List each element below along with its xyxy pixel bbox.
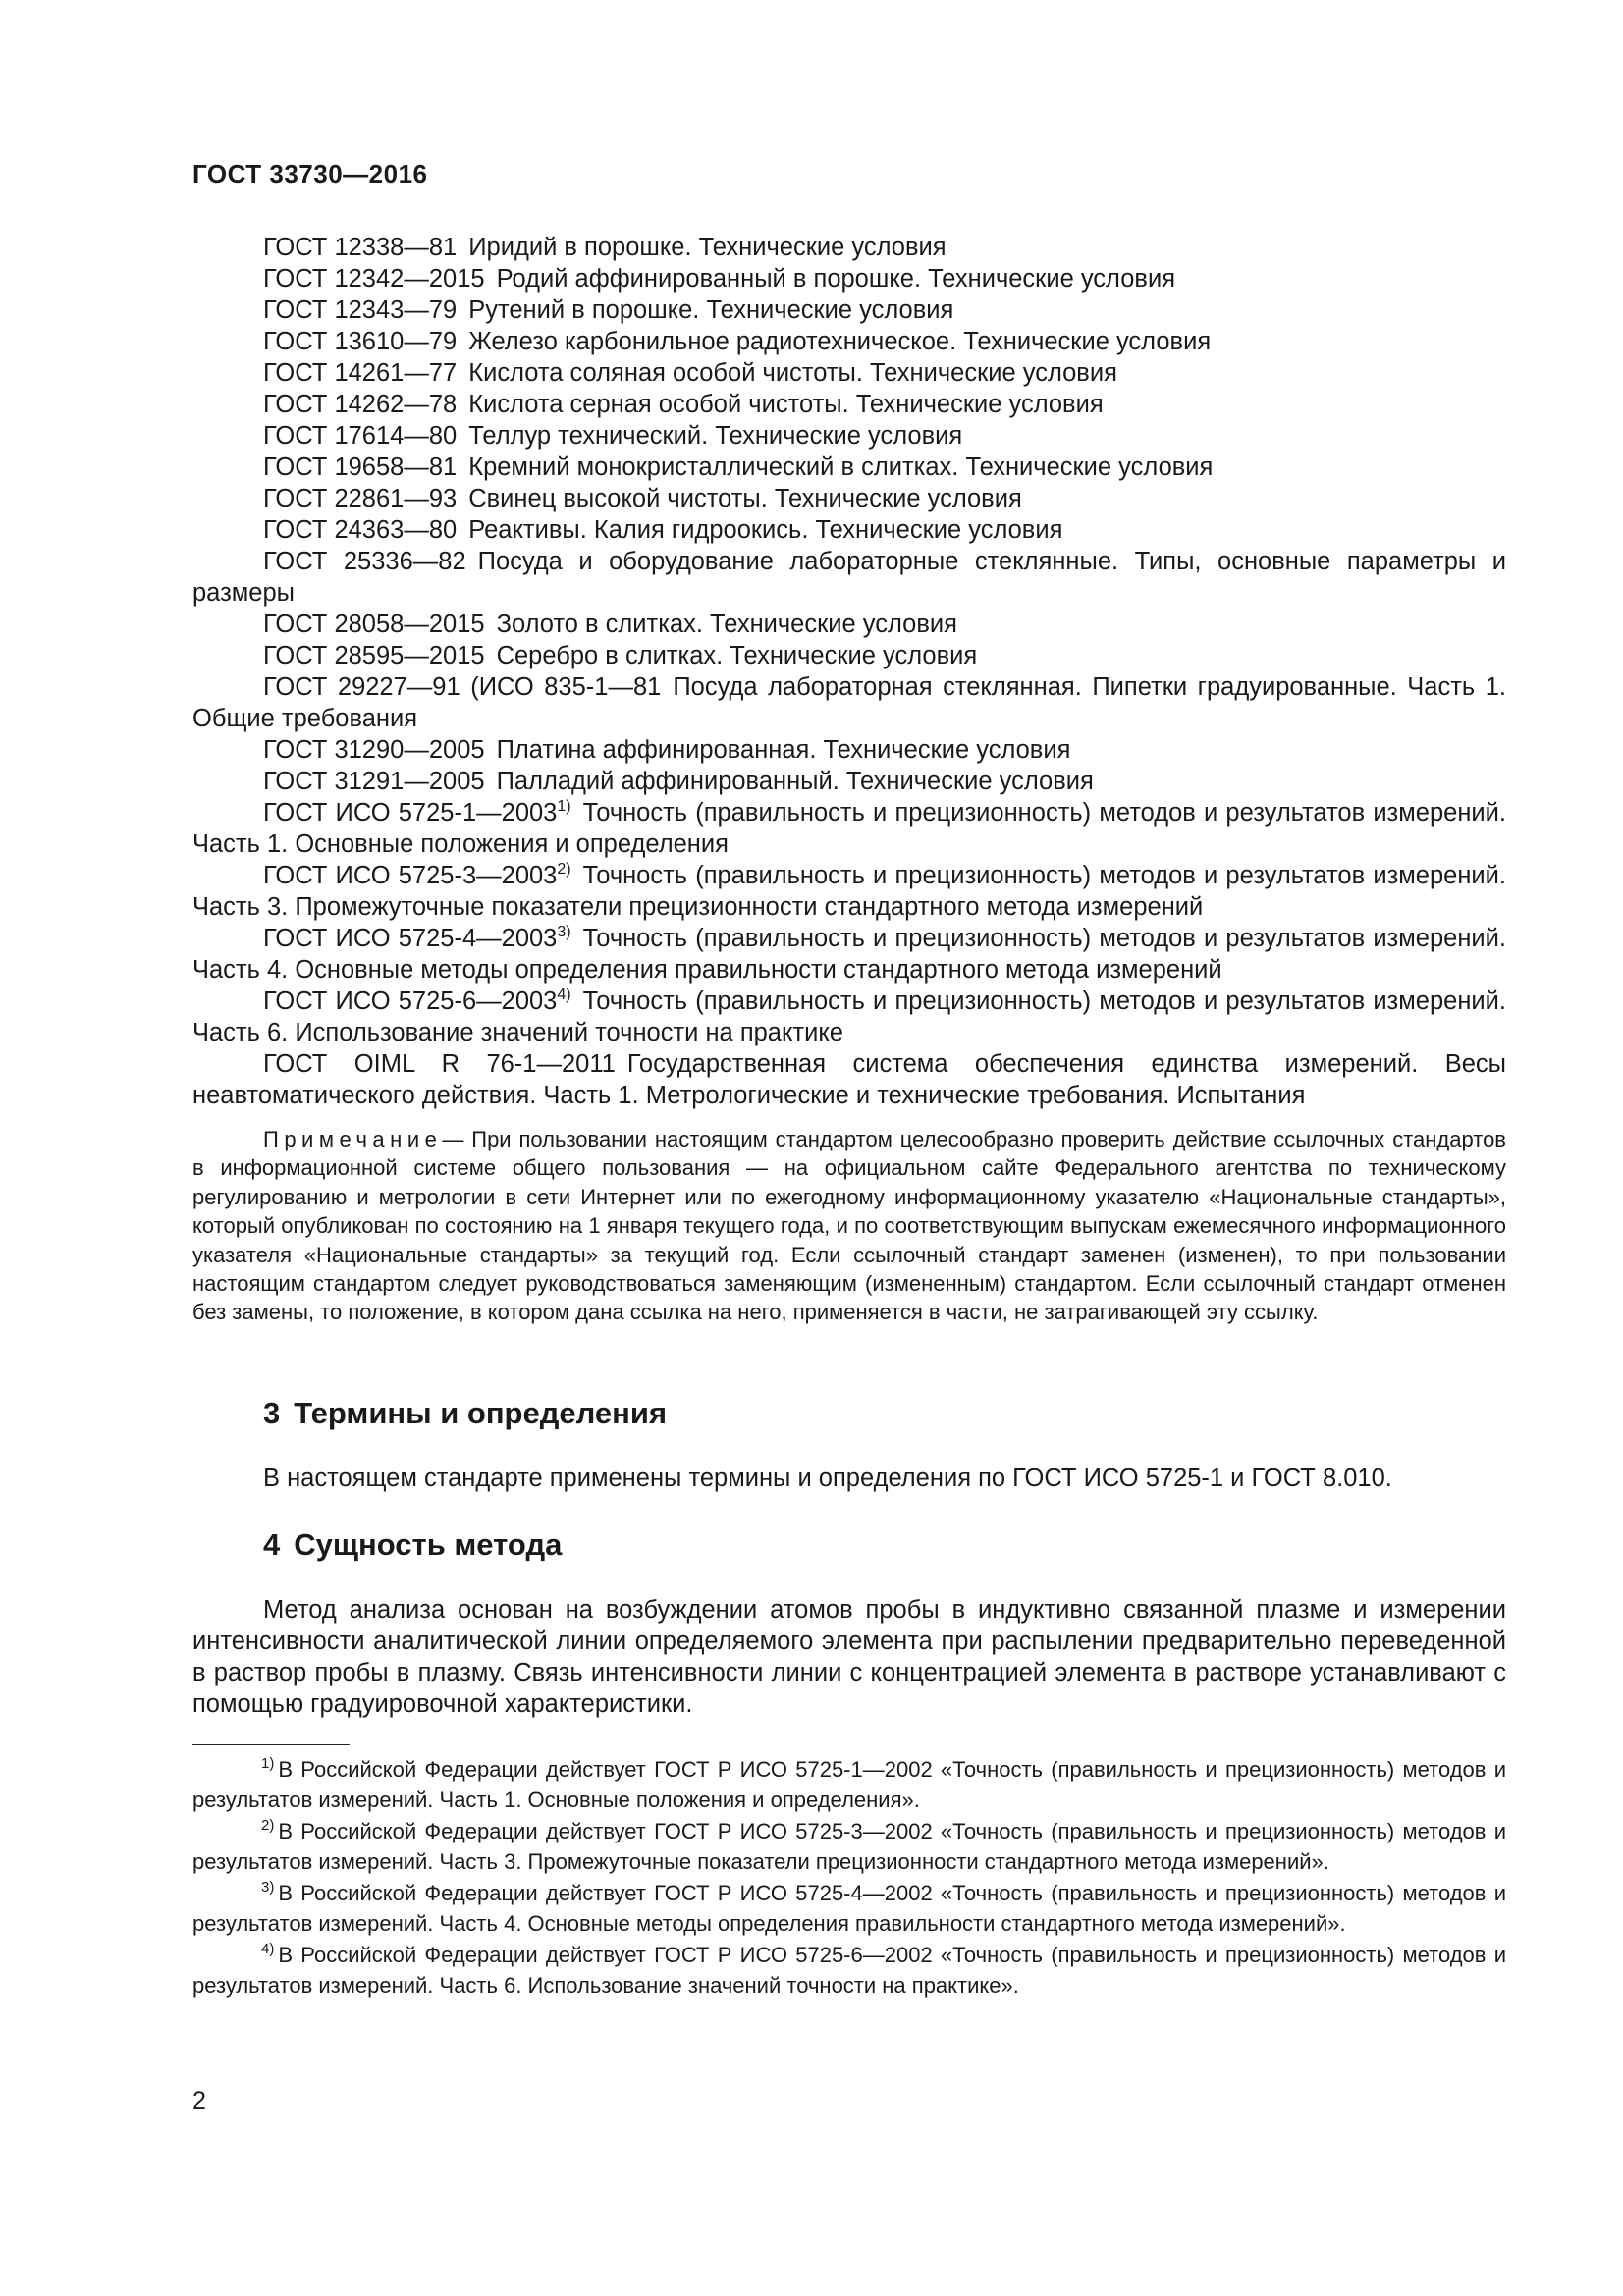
reference-code: ГОСТ 31291—2005 [263, 768, 485, 795]
reference-item [192, 860, 1506, 923]
footnote [192, 1755, 1506, 1815]
footnote-text: В Российской Федерации действует ГОСТ Р ИСО 5725-6—2002 «Точность (правильность и прецизионность) методов и результатов измерений. Часть 6. Использование значений точности на практике». [192, 1943, 1506, 1998]
reference-code: ГОСТ 17614—80 [263, 422, 458, 450]
reference-code: ГОСТ ИСО 5725-1—2003 [263, 799, 558, 827]
reference-title: Кислота соляная особой чистоты. Технические условия [468, 359, 1117, 387]
footnote-mark: 4) [261, 1941, 275, 1957]
reference-item [192, 232, 1506, 263]
reference-item [192, 263, 1506, 294]
reference-code: ГОСТ 22861—93 [263, 485, 458, 512]
footnote [192, 1879, 1506, 1939]
reference-title: Теллур технический. Технические условия [468, 422, 963, 450]
reference-item [192, 797, 1506, 860]
reference-code: ГОСТ 12338—81 [263, 234, 458, 261]
footnote-divider [192, 1744, 350, 1745]
reference-code: ГОСТ 28595—2015 [263, 642, 485, 669]
reference-title: Точность (правильность и прецизионность) методов и результатов измерений. Часть 3. Промежуточные показатели прецизионности стандартного метода измерений [192, 862, 1506, 921]
footnote-text: В Российской Федерации действует ГОСТ Р ИСО 5725-1—2002 «Точность (правильность и прецизионность) методов и результатов измерений. Часть 1. Основные положения и определения». [192, 1757, 1506, 1812]
footnote-text: В Российской Федерации действует ГОСТ Р ИСО 5725-3—2002 «Точность (правильность и прецизионность) методов и результатов измерений. Часть 3. Промежуточные показатели прецизионности стандартного метода измерений». [192, 1819, 1506, 1874]
reference-item [192, 294, 1506, 326]
reference-item [192, 1048, 1506, 1111]
reference-title: Родий аффинированный в порошке. Технические условия [496, 265, 1176, 293]
reference-item [192, 923, 1506, 986]
footnote-mark: 1) [261, 1755, 275, 1772]
reference-title: Свинец высокой чистоты. Технические условия [468, 485, 1022, 512]
reference-item [192, 514, 1506, 546]
reference-code: ГОСТ 13610—79 [263, 328, 458, 355]
normative-references-list [192, 232, 1506, 1111]
reference-title: Иридий в порошке. Технические условия [468, 234, 947, 261]
footnote-ref: 3) [557, 924, 571, 940]
note-label: Примечание [263, 1127, 443, 1151]
reference-item [192, 609, 1506, 640]
reference-code: ГОСТ OIML R 76-1—2011 [263, 1050, 616, 1078]
reference-item [192, 389, 1506, 420]
section-title: Сущность метода [294, 1527, 563, 1562]
reference-title: Посуда лабораторная стеклянная. Пипетки градуированные. Часть 1. Общие требования [192, 673, 1506, 732]
reference-title: Реактивы. Калия гидроокись. Технические условия [468, 516, 1063, 544]
reference-title: Золото в слитках. Технические условия [496, 611, 957, 638]
footnote [192, 1941, 1506, 2001]
footnote-ref: 1) [557, 798, 571, 815]
reference-code: ГОСТ 31290—2005 [263, 736, 485, 764]
reference-title: Рутений в порошке. Технические условия [468, 296, 954, 324]
reference-item [192, 671, 1506, 734]
section-3-heading [263, 1396, 667, 1431]
reference-item [192, 452, 1506, 483]
reference-code: ГОСТ ИСО 5725-3—2003 [263, 862, 558, 889]
page-number: 2 [192, 2087, 206, 2114]
footnote-text: В Российской Федерации действует ГОСТ Р ИСО 5725-4—2002 «Точность (правильность и прецизионность) методов и результатов измерений. Часть 4. Основные методы определения правильности стандартного метода измерений». [192, 1881, 1506, 1936]
reference-item [192, 640, 1506, 671]
section-number: 3 [263, 1396, 281, 1430]
reference-title: Платина аффинированная. Технические условия [496, 736, 1071, 764]
footnote-mark: 2) [261, 1817, 275, 1834]
reference-title: Кислота серная особой чистоты. Технические условия [468, 391, 1104, 418]
footnote-ref: 4) [557, 987, 571, 1003]
reference-title: Точность (правильность и прецизионность) методов и результатов измерений. Часть 6. Использование значений точности на практике [192, 988, 1506, 1046]
reference-item [192, 357, 1506, 389]
note-text: — При пользовании настоящим стандартом целесообразно проверить действие ссылочных стандартов в информационной системе общего пользования — на официальном сайте Федерального агентства по техническому регулированию и метрологии в сети Интернет или по ежегодному информационному указателю «Национальные стандарты», который опубликован по состоянию на 1 января текущего года, и по соответствующим выпускам ежемесячного информационного указателя «Национальные стандарты» за текущий год. Если ссылочный стандарт заменен (изменен), то при пользовании настоящим стандартом следует руководствоваться заменяющим (измененным) стандартом. Если ссылочный стандарт отменен без замены, то положение, в котором дана ссылка на него, применяется в части, не затрагивающей эту ссылку. [192, 1127, 1506, 1325]
footnotes [192, 1755, 1506, 2002]
section-title: Термины и определения [294, 1396, 668, 1430]
reference-code: ГОСТ ИСО 5725-4—2003 [263, 925, 558, 952]
reference-item [192, 986, 1506, 1048]
reference-title: Точность (правильность и прецизионность) методов и результатов измерений. Часть 4. Основные методы определения правильности стандартного метода измерений [192, 925, 1506, 984]
reference-code: ГОСТ 19658—81 [263, 454, 458, 481]
reference-item [192, 766, 1506, 797]
reference-item [192, 326, 1506, 357]
section-4-heading [263, 1527, 562, 1563]
reference-title: Посуда и оборудование лабораторные стеклянные. Типы, основные параметры и размеры [192, 548, 1506, 607]
reference-item [192, 420, 1506, 452]
reference-item [192, 734, 1506, 766]
reference-title: Государственная система обеспечения единства измерений. Весы неавтоматического действия. Часть 1. Метрологические и технические требования. Испытания [192, 1050, 1507, 1109]
footnote [192, 1817, 1506, 1877]
section-3-body: В настоящем стандарте применены термины и определения по ГОСТ ИСО 5725-1 и ГОСТ 8.010. [263, 1465, 1392, 1492]
reference-code: ГОСТ 14262—78 [263, 391, 458, 418]
reference-code: ГОСТ 12343—79 [263, 296, 458, 324]
reference-code: ГОСТ ИСО 5725-6—2003 [263, 988, 558, 1015]
reference-item [192, 546, 1506, 609]
footnote-ref: 2) [557, 861, 571, 878]
reference-code: ГОСТ 29227—91 (ИСО 835-1—81 [263, 673, 662, 701]
reference-title: Кремний монокристаллический в слитках. Технические условия [468, 454, 1214, 481]
reference-code: ГОСТ 28058—2015 [263, 611, 485, 638]
reference-code: ГОСТ 14261—77 [263, 359, 458, 387]
reference-title: Серебро в слитках. Технические условия [496, 642, 978, 669]
reference-item [192, 483, 1506, 514]
section-4-body: Метод анализа основан на возбуждении атомов пробы в индуктивно связанной плазме и измерении интенсивности аналитической линии определяемого элемента при распылении предварительно переведенной в раствор пробы в плазму. Связь интенсивности линии с концентрацией элемента в растворе устанавливают с помощью градуировочной характеристики. [192, 1596, 1506, 1718]
document-header: ГОСТ 33730—2016 [192, 159, 428, 188]
reference-code: ГОСТ 12342—2015 [263, 265, 485, 293]
reference-code: ГОСТ 24363—80 [263, 516, 458, 544]
footnote-mark: 3) [261, 1879, 275, 1896]
reference-title: Железо карбонильное радиотехническое. Технические условия [468, 328, 1212, 355]
reference-code: ГОСТ 25336—82 [263, 548, 466, 575]
section-number: 4 [263, 1527, 281, 1562]
note-paragraph [192, 1125, 1506, 1327]
reference-title: Точность (правильность и прецизионность) методов и результатов измерений. Часть 1. Основные положения и определения [192, 799, 1506, 858]
reference-title: Палладий аффинированный. Технические условия [496, 768, 1094, 795]
